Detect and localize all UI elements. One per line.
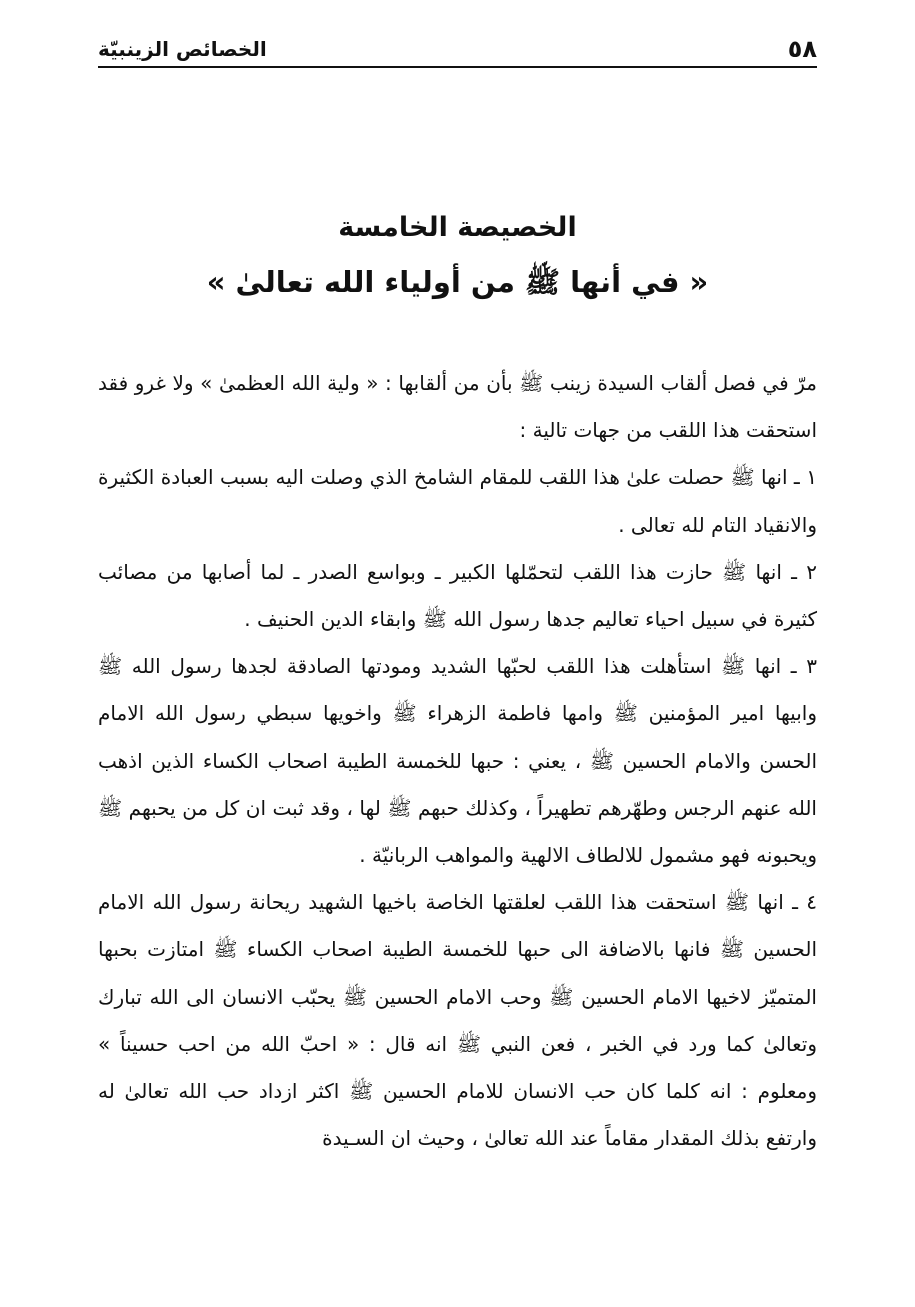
chapter-subtitle: « في أنها ﷺ من أولياء الله تعالىٰ » <box>206 265 709 299</box>
book-title: الخصائص الزينبيّة <box>98 37 267 61</box>
paragraph-point-1: ١ ـ انها ﷺ حصلت علىٰ هذا اللقب للمقام الشامخ الذي وصلت اليه بسبب العبادة الكثيرة والانقياد التام لله تعالى . <box>98 465 817 537</box>
chapter-heading <box>98 208 817 306</box>
page-number: ٥٨ <box>787 35 817 63</box>
paragraph-point-2: ٢ ـ انها ﷺ حازت هذا اللقب لتحمّلها الكبير ـ وبواسع الصدر ـ لما أصابها من مصائب كثيرة في سبيل احياء تعاليم جدها رسول الله ﷺ وابقاء الدين الحنيف . <box>98 559 817 632</box>
paragraph-intro: مرّ في فصل ألقاب السيدة زينب ﷺ بأن من ألقابها : « ولية الله العظمىٰ » ولا غرو فقد استحقت هذا اللقب من جهات تالية : <box>98 371 817 443</box>
paragraph-point-3: ٣ ـ انها ﷺ استأهلت هذا اللقب لحبّها الشديد ومودتها الصادقة لجدها رسول الله ﷺ وابيها امير المؤمنين ﷺ وامها فاطمة الزهراء ﷺ واخويها سبطي رسول الله الامام الحسن والامام الحسين ﷺ ، يعني : حبها للخمسة الطيبة اصحاب الكساء الذين اذهب الله عنهم الرجس وطهّرهم تطهيراً ، وكذلك حبهم ﷺ لها ، وقد ثبت ان كل من يحبهم ﷺ ويحبونه فهو مشمول للالطاف الالهية والمواهب الربانيّة . <box>98 654 817 868</box>
body-text <box>98 360 817 1162</box>
paragraph-point-4: ٤ ـ انها ﷺ استحقت هذا اللقب لعلقتها الخاصة باخيها الشهيد ريحانة رسول الله الامام الحسين ﷺ فانها بالاضافة الى حبها للخمسة الطيبة اصحاب الكساء ﷺ امتازت بحبها المتميّز لاخيها الامام الحسين ﷺ وحب الامام الحسين ﷺ يحبّب الانسان الى الله تبارك وتعالىٰ كما ورد في الخبر ، فعن النبي ﷺ انه قال : « احبّ الله من احب حسيناً » ومعلوم : انه كلما كان حب الانسان للامام الحسين ﷺ اكثر ازداد حب الله تعالىٰ له وارتفع بذلك المقدار مقاماً عند الله تعالىٰ ، وحيث ان السـيدة <box>98 890 817 1151</box>
chapter-title: الخصيصة الخامسة <box>338 212 577 243</box>
running-header <box>98 30 817 68</box>
